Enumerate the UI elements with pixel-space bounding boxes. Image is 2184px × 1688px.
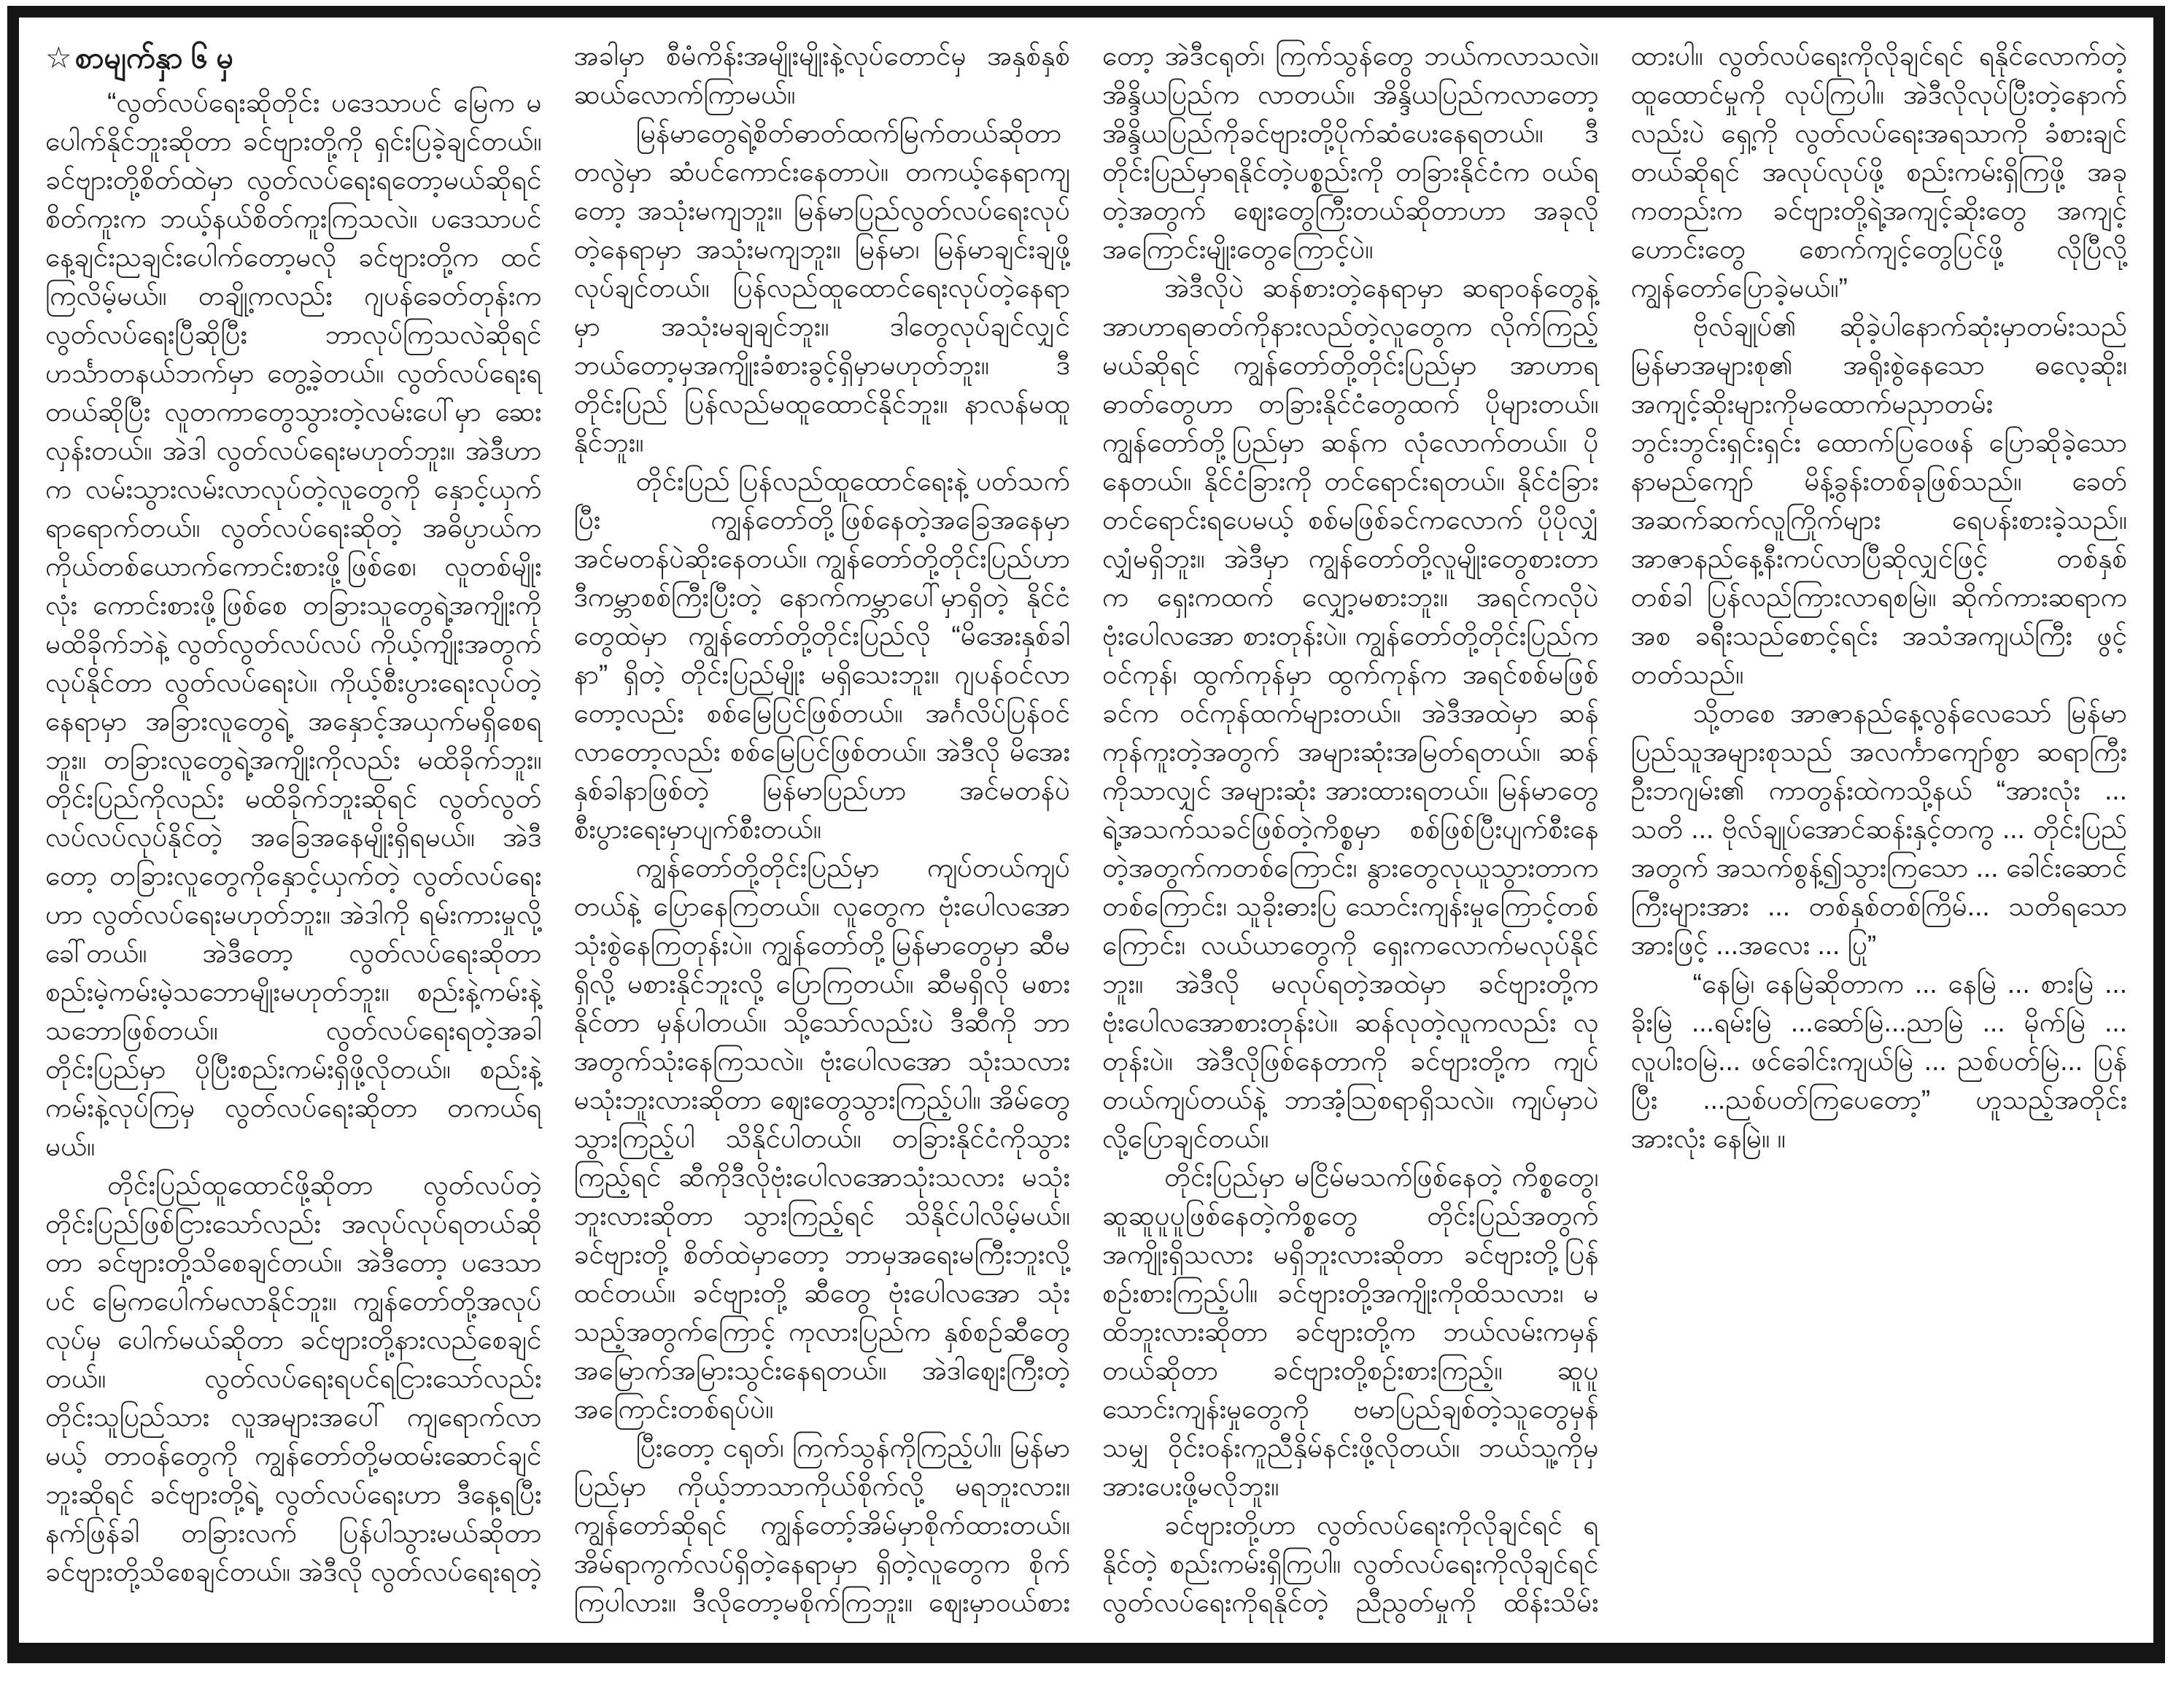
paragraph: “နေမြဲ၊ နေမြဲဆိုတာက ... နေမြဲ ... စားမြဲ ... ခိုးမြဲ ...ရမ်းမြဲ ...ဆော်မြဲ...ညာမြဲ ... မိုက်မြဲ ... လူပါးဝမြဲ... ဖင်ခေါင်းကျယ်မြဲ ... ညစ်ပတ်မြဲ... ပြန်ပြီး ...ညစ်ပတ်ကြပေတော့” ဟူသည့်အတိုင်း အားလုံး နေမြဲ။ ။	[1630, 969, 2127, 1153]
paragraph: တိုင်းပြည်မှာ မငြိမ်မသက်ဖြစ်နေတဲ့ ကိစ္စတွေ၊ ဆူဆူပူပူဖြစ်နေတဲ့ကိစ္စတွေ တိုင်းပြည်အတွက် အကျိုးရှိသလား မရှိဘူးလားဆိုတာ ခင်ဗျားတို့ပြန်စဉ်းစားကြည့်ပါ။ ခင်ဗျားတို့အကျိုးကိုထိသလား၊ မထိဘူးလားဆိုတာ ခင်ဗျားတို့က ဘယ်လမ်းကမှန်တယ်ဆိုတာ ခင်ဗျားတို့စဉ်းစားကြည့်။ ဆူပူသောင်းကျန်းမှုတွေကို ဗမာပြည်ချစ်တဲ့သူတွေမှန်သမျှ ဝိုင်းဝန်းကူညီနှိမ်နင်းဖို့လိုတယ်။ ဘယ်သူ့ကိုမှ အားပေးဖို့မလိုဘူး။	[1102, 1162, 1599, 1501]
page-header-label: စာမျက်နှာ ၆ မှ	[74, 41, 234, 74]
paragraph: “လွတ်လပ်ရေးဆိုတိုင်း ပဒေသာပင် မြေက မပေါက်နိုင်ဘူးဆိုတာ ခင်ဗျားတို့ကို ရှင်းပြခဲ့ချင်တယ်။ ခင်ဗျားတို့စိတ်ထဲမှာ လွတ်လပ်ရေးရတော့မယ်ဆိုရင် စိတ်ကူးက ဘယ့်နယ်စိတ်ကူးကြသလဲ။ ပဒေသာပင် နေ့ချင်းညချင်းပေါက်တော့မလို ခင်ဗျားတို့က ထင်ကြလိမ့်မယ်။ တချို့ကလည်း ဂျပန်ခေတ်တုန်းက လွတ်လပ်ရေးပြီဆိုပြီး ဘာလုပ်ကြသလဲဆိုရင် ဟင်္သာတနယ်ဘက်မှာ တွေ့ခဲ့တယ်။ လွတ်လပ်ရေးရတယ်ဆိုပြီး လူတကာတွေသွားတဲ့လမ်းပေါ်မှာ ဆေးလှန်းတယ်။ အဲဒါ လွတ်လပ်ရေးမဟုတ်ဘူး။ အဲဒီဟာက လမ်းသွားလမ်းလာလုပ်တဲ့လူတွေကို နှောင့်ယှက်ရာရောက်တယ်။ လွတ်လပ်ရေးဆိုတဲ့ အဓိပ္ပာယ်က ကိုယ်တစ်ယောက်ကောင်းစားဖို့ဖြစ်စေ၊ လူတစ်မျိုးလုံး ကောင်းစားဖို့ဖြစ်စေ တခြားသူတွေရဲ့အကျိုးကို မထိခိုက်ဘဲနဲ့ လွတ်လွတ်လပ်လပ် ကိုယ့်ကျိုးအတွက်လုပ်နိုင်တာ လွတ်လပ်ရေးပဲ။ ကိုယ့်စီးပွားရေးလုပ်တဲ့နေရာမှာ အခြားလူတွေရဲ့ အနှောင့်အယှက်မရှိစေရဘူး။ တခြားလူတွေရဲ့အကျိုးကိုလည်း မထိခိုက်ဘူး။ တိုင်းပြည်ကိုလည်း မထိခိုက်ဘူးဆိုရင် လွတ်လွတ်လပ်လပ်လုပ်နိုင်တဲ့ အခြေအနေမျိုးရှိရမယ်။ အဲဒီတော့ တခြားလူတွေကိုနှောင့်ယှက်တဲ့ လွတ်လပ်ရေးဟာ လွတ်လပ်ရေးမဟုတ်ဘူး။ အဲဒါကို ရမ်းကားမှုလို့ခေါ်တယ်။ အဲဒီတော့ လွတ်လပ်ရေးဆိုတာ စည်းမဲ့ကမ်းမဲ့သဘောမျိုးမဟုတ်ဘူး။ စည်းနဲ့ကမ်းနဲ့သဘောဖြစ်တယ်။ လွတ်လပ်ရေးရတဲ့အခါ တိုင်းပြည်မှာ ပိုပြီးစည်းကမ်းရှိဖို့လိုတယ်။ စည်းနဲ့ကမ်းနဲ့လုပ်ကြမှ လွတ်လပ်ရေးဆိုတာ တကယ်ရမယ်။	[45, 88, 542, 1161]
page-frame	[7, 6, 2165, 1663]
paragraph: ခင်ဗျားတို့ဟာ လွတ်လပ်ရေးကိုလိုချင်ရင် ရနိုင်တဲ့ စည်းကမ်းရှိကြပါ။ လွတ်လပ်ရေးကိုလိုချင်ရင် လွတ်လပ်ရေးကိုရနိုင်တဲ့ ညီညွတ်မှုကို ထိန်းသိမ်းထားပါ။ လွတ်လပ်ရေးကိုလိုချင်ရင် ရနိုင်လောက်တဲ့ ထူထောင်မှုကို လုပ်ကြပါ။ အဲဒီလိုလုပ်ပြီးတဲ့နောက်လည်းပဲ ရှေ့ကို လွတ်လပ်ရေးအရသာကို ခံစားချင်တယ်ဆိုရင် အလုပ်လုပ်ဖို့ စည်းကမ်းရှိကြဖို့ အခုကတည်းက ခင်ဗျားတို့ရဲ့အကျင့်ဆိုးတွေ အကျင့်ဟောင်းတွေ စောက်ကျင့်တွေပြင်ဖို့ လိုပြီလို့ ကျွန်တော်ပြောခဲ့မယ်။”	[1102, 41, 2127, 1617]
paragraph: မြန်မာတွေရဲ့စိတ်ဓာတ်ထက်မြက်တယ်ဆိုတာ တလွဲမှာ ဆံပင်ကောင်းနေတာပဲ။ တကယ့်နေရာကျတော့ အသုံးမကျဘူး။ မြန်မာပြည်လွတ်လပ်ရေးလုပ်တဲ့နေရာမှာ အသုံးမကျဘူး။ မြန်မာ၊ မြန်မာချင်းချဖို့ လုပ်ချင်တယ်။ ပြန်လည်ထူထောင်ရေးလုပ်တဲ့နေရာမှာ အသုံးမချချင်ဘူး။ ဒါတွေလုပ်ချင်လျှင် ဘယ်တော့မှအကျိုးခံစားခွင့်ရှိမှာမဟုတ်ဘူး။ ဒီတိုင်းပြည် ပြန်လည်မထူထောင်နိုင်ဘူး။ နာလန်မထူနိုင်ဘူး။	[573, 118, 1070, 457]
page-header	[45, 36, 542, 79]
paragraph: ပြီးတော့ ငရုတ်၊ ကြက်သွန်ကိုကြည့်ပါ။ မြန်မာပြည်မှာ ကိုယ့်ဘာသာကိုယ်စိုက်လို့ မရဘူးလား။ ကျွန်တော်ဆိုရင် ကျွန်တော့်အိမ်မှာစိုက်ထားတယ်။ အိမ်ရာကွက်လပ်ရှိတဲ့နေရာမှာ ရှိတဲ့လူတွေက စိုက်ကြပါလား။ ဒီလိုတော့မစိုက်ကြဘူး။ ဈေးမှာဝယ်စားတော့ အဲဒီငရုတ်၊ ကြက်သွန်တွေ ဘယ်ကလာသလဲ။ အိန္ဒိယပြည်က လာတယ်။ အိန္ဒိယပြည်ကလာတော့ အိန္ဒိယပြည်ကိုခင်ဗျားတို့ပိုက်ဆံပေးနေရတယ်။ ဒီတိုင်းပြည်မှာရနိုင်တဲ့ပစ္စည်းကို တခြားနိုင်ငံက ဝယ်ရတဲ့အတွက် ဈေးတွေကြီးတယ်ဆိုတာဟာ အခုလို အကြောင်းမျိုးတွေကြောင့်ပဲ။	[573, 41, 1599, 1617]
paragraph: ကျွန်တော်တို့တိုင်းပြည်မှာ ကျပ်တယ်ကျပ်တယ်နဲ့ ပြောနေကြတယ်။ လူတွေက ဗုံးပေါလအော သုံးစွဲနေကြတုန်းပဲ။ ကျွန်တော်တို့မြန်မာတွေမှာ ဆီမရှိလို့ မစားနိုင်ဘူးလို့ ပြောကြတယ်။ ဆီမရှိလို မစားနိုင်တာ မှန်ပါတယ်။ သို့သော်လည်းပဲ ဒီဆီကို ဘာအတွက်သုံးနေကြသလဲ။ ဗုံးပေါလအော သုံးသလား မသုံးဘူးလားဆိုတာ ဈေးတွေသွားကြည့်ပါ။ အိမ်တွေသွားကြည့်ပါ သိနိုင်ပါတယ်။ တခြားနိုင်ငံကိုသွားကြည့်ရင် ဆီကိုဒီလိုဗုံးပေါလအောသုံးသလား မသုံးဘူးလားဆိုတာ သွားကြည့်ရင် သိနိုင်ပါလိမ့်မယ်။ ခင်ဗျားတို့ စိတ်ထဲမှာတော့ ဘာမှအရေးမကြီးဘူးလို့ထင်တယ်။ ခင်ဗျားတို့ ဆီတွေ ဗုံးပေါလအော သုံးသည့်အတွက်ကြောင့် ကုလားပြည်က နှစ်စဉ်ဆီတွေအမြောက်အမြားသွင်းနေရတယ်။ အဲဒါဈေးကြီးတဲ့အကြောင်းတစ်ရပ်ပဲ။	[573, 853, 1070, 1424]
article-body	[19, 18, 2153, 1643]
paragraph: သို့တစေ အာဇာနည်နေ့လွန်လေသော် မြန်မာပြည်သူအများစုသည် အလင်္ကာကျော်စွာ ဆရာကြီးဦးဘဂျမ်း၏ ကာတွန်းထဲကသို့နယ် “အားလုံး ... သတိ ... ဗိုလ်ချုပ်အောင်ဆန်းနှင့်တကွ ... တိုင်းပြည်အတွက် အသက်စွန့်၍သွားကြသော ... ခေါင်းဆောင်ကြီးများအား ... တစ်နှစ်တစ်ကြိမ်... သတိရသောအားဖြင့် ...အလေး ... ပြု”	[1630, 698, 2127, 960]
star-icon: ☆	[45, 41, 72, 74]
paragraph: တိုင်းပြည် ပြန်လည်ထူထောင်ရေးနဲ့ ပတ်သက်ပြီး ကျွန်တော်တို့ဖြစ်နေတဲ့အခြေအနေမှာ အင်မတန်ပဲဆိုးနေတယ်။ ကျွန်တော်တို့တိုင်းပြည်ဟာ ဒီကမ္ဘာစစ်ကြီးပြီးတဲ့ နောက်ကမ္ဘာပေါ်မှာရှိတဲ့ နိုင်ငံတွေထဲမှာ ကျွန်တော်တို့တိုင်းပြည်လို “မိအေးနှစ်ခါနာ” ရှိတဲ့ တိုင်းပြည်မျိုး မရှိသေးဘူး။ ဂျပန်ဝင်လာတော့လည်း စစ်မြေပြင်ဖြစ်တယ်။ အင်္ဂလိပ်ပြန်ဝင်လာတော့လည်း စစ်မြေပြင်ဖြစ်တယ်။ အဲဒီလို မိအေးနှစ်ခါနာဖြစ်တဲ့ မြန်မာပြည်ဟာ အင်မတန်ပဲ စီးပွားရေးမှာပျက်စီးတယ်။	[573, 466, 1070, 844]
paragraph: အဲဒီလိုပဲ ဆန်စားတဲ့နေရာမှာ ဆရာဝန်တွေနဲ့ အာဟာရဓာတ်ကိုနားလည်တဲ့လူတွေက လိုက်ကြည့်မယ်ဆိုရင် ကျွန်တော်တို့တိုင်းပြည်မှာ အာဟာရဓာတ်တွေဟာ တခြားနိုင်ငံတွေထက် ပိုများတယ်။ ကျွန်တော်တို့ပြည်မှာ ဆန်က လုံလောက်တယ်။ ပိုနေတယ်။ နိုင်ငံခြားကို တင်ရောင်းရတယ်။ နိုင်ငံခြားတင်ရောင်းရပေမယ့် စစ်မဖြစ်ခင်ကလောက် ပိုပိုလျှံလျှံမရှိဘူး။ အဲဒီမှာ ကျွန်တော်တို့လူမျိုးတွေစားတာက ရှေးကထက် လျှော့မစားဘူး။ အရင်ကလိုပဲ ဗုံးပေါလအော စားတုန်းပဲ။ ကျွန်တော်တို့တိုင်းပြည်က ဝင်ကုန်၊ ထွက်ကုန်မှာ ထွက်ကုန်က အရင်စစ်မဖြစ်ခင်က ဝင်ကုန်ထက်များတယ်။ အဲဒီအထဲမှာ ဆန်ကုန်ကူးတဲ့အတွက် အများဆုံးအမြတ်ရတယ်။ ဆန်ကိုသာလျှင် အများဆုံး အားထားရတယ်။ မြန်မာတွေရဲ့အသက်သခင်ဖြစ်တဲ့ကိစ္စမှာ စစ်ဖြစ်ပြီးပျက်စီးနေတဲ့အတွက်ကတစ်ကြောင်း၊ နွားတွေလုယူသွားတာကတစ်ကြောင်း၊ သူခိုးဓားပြ သောင်းကျန်းမှုကြောင့်တစ်ကြောင်း၊ လယ်ယာတွေကို ရှေးကလောက်မလုပ်နိုင်ဘူး။ အဲဒီလို မလုပ်ရတဲ့အထဲမှာ ခင်ဗျားတို့ကဗုံးပေါလအောစားတုန်းပဲ။ ဆန်လုတဲ့လူကလည်း လုတုန်းပဲ။ အဲဒီလိုဖြစ်နေတာကို ခင်ဗျားတို့က ကျပ်တယ်ကျပ်တယ်နဲ့ ဘာအံ့ဩစရာရှိသလဲ။ ကျပ်မှာပဲလို့ပြောချင်တယ်။	[1102, 273, 1599, 1153]
paragraph: ဗိုလ်ချုပ်၏ ဆိုခဲ့ပါနောက်ဆုံးမှာတမ်းသည် မြန်မာအများစု၏ အရိုးစွဲနေသော ဓလေ့ဆိုး၊ အကျင့်ဆိုးများကိုမထောက်မညှာတမ်း ဘွင်းဘွင်းရှင်းရှင်း ထောက်ပြဝေဖန် ပြောဆိုခဲ့သော နာမည်ကျော် မိန့်ခွန်းတစ်ခုဖြစ်သည်။ ခေတ်အဆက်ဆက်လူကြိုက်များ ရေပန်းစားခဲ့သည်။ အာဇာနည်နေ့နီးကပ်လာပြီဆိုလျှင်ဖြင့် တစ်နှစ်တစ်ခါ ပြန်လည်ကြားလာရစမြဲ။ ဆိုက်ကားဆရာကအစ ခရီးသည်စောင့်ရင်း အသံအကျယ်ကြီး ဖွင့်တတ်သည်။	[1630, 311, 2127, 689]
paragraph: တိုင်းပြည်ထူထောင်ဖို့ဆိုတာ လွတ်လပ်တဲ့တိုင်းပြည်ဖြစ်ငြားသော်လည်း အလုပ်လုပ်ရတယ်ဆိုတာ ခင်ဗျားတို့သိစေချင်တယ်။ အဲဒီတော့ ပဒေသာပင် မြေကပေါက်မလာနိုင်ဘူး။ ကျွန်တော်တို့အလုပ်လုပ်မှ ပေါက်မယ်ဆိုတာ ခင်ဗျားတို့နားလည်စေချင်တယ်။ လွတ်လပ်ရေးရပင်ရငြားသော်လည်း တိုင်းသူပြည်သား လူအများအပေါ် ကျရောက်လာမယ့် တာဝန်တွေကို ကျွန်တော်တို့မထမ်းဆောင်ချင်ဘူးဆိုရင် ခင်ဗျားတို့ရဲ့ လွတ်လပ်ရေးဟာ ဒီနေ့ရပြီး နက်ဖြန်ခါ တခြားလက် ပြန်ပါသွားမယ်ဆိုတာ ခင်ဗျားတို့သိစေချင်တယ်။ အဲဒီလို လွတ်လပ်ရေးရတဲ့အခါမှာ စီမံကိန်းအမျိုးမျိုးနဲ့လုပ်တောင်မှ အနှစ်နှစ်ဆယ်လောက်ကြာမယ်။	[45, 41, 1070, 1587]
